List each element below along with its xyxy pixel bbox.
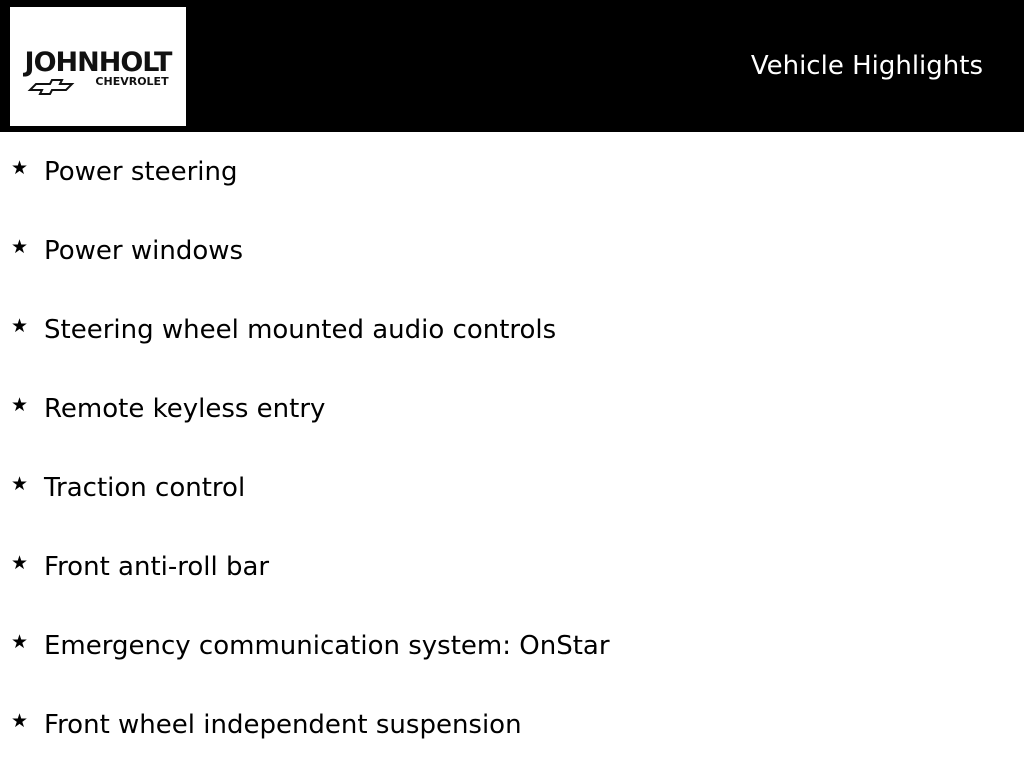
highlight-label: Front anti-roll bar <box>44 552 270 582</box>
star-icon: ★ <box>11 236 29 258</box>
star-icon: ★ <box>11 157 29 179</box>
highlight-label: Power steering <box>44 157 238 187</box>
header-bar <box>0 0 1024 132</box>
page-title: Vehicle Highlights <box>750 51 983 81</box>
logo-line1-text: JOHNHOLT <box>24 47 172 78</box>
star-icon: ★ <box>11 315 29 337</box>
list-item <box>0 703 1024 782</box>
highlight-label: Traction control <box>44 473 246 503</box>
list-item <box>0 229 1024 308</box>
star-icon: ★ <box>11 552 29 574</box>
star-icon: ★ <box>11 631 29 653</box>
list-item <box>0 387 1024 466</box>
highlight-label: Power windows <box>44 236 244 266</box>
list-item <box>0 624 1024 703</box>
star-icon: ★ <box>11 473 29 495</box>
vehicle-highlights-list <box>0 150 1024 782</box>
dealer-logo-graphic <box>10 7 186 126</box>
list-item <box>0 466 1024 545</box>
chevrolet-bowtie-icon <box>30 80 72 94</box>
logo-line2-text: CHEVROLET <box>95 75 169 88</box>
highlight-label: Steering wheel mounted audio controls <box>44 315 557 345</box>
star-icon: ★ <box>11 710 29 732</box>
dealer-logo[interactable] <box>10 7 186 126</box>
highlight-label: Front wheel independent suspension <box>44 710 522 740</box>
star-icon: ★ <box>11 394 29 416</box>
highlight-label: Emergency communication system: OnStar <box>44 631 610 661</box>
list-item <box>0 308 1024 387</box>
list-item <box>0 545 1024 624</box>
highlight-label: Remote keyless entry <box>44 394 326 424</box>
list-item <box>0 150 1024 229</box>
